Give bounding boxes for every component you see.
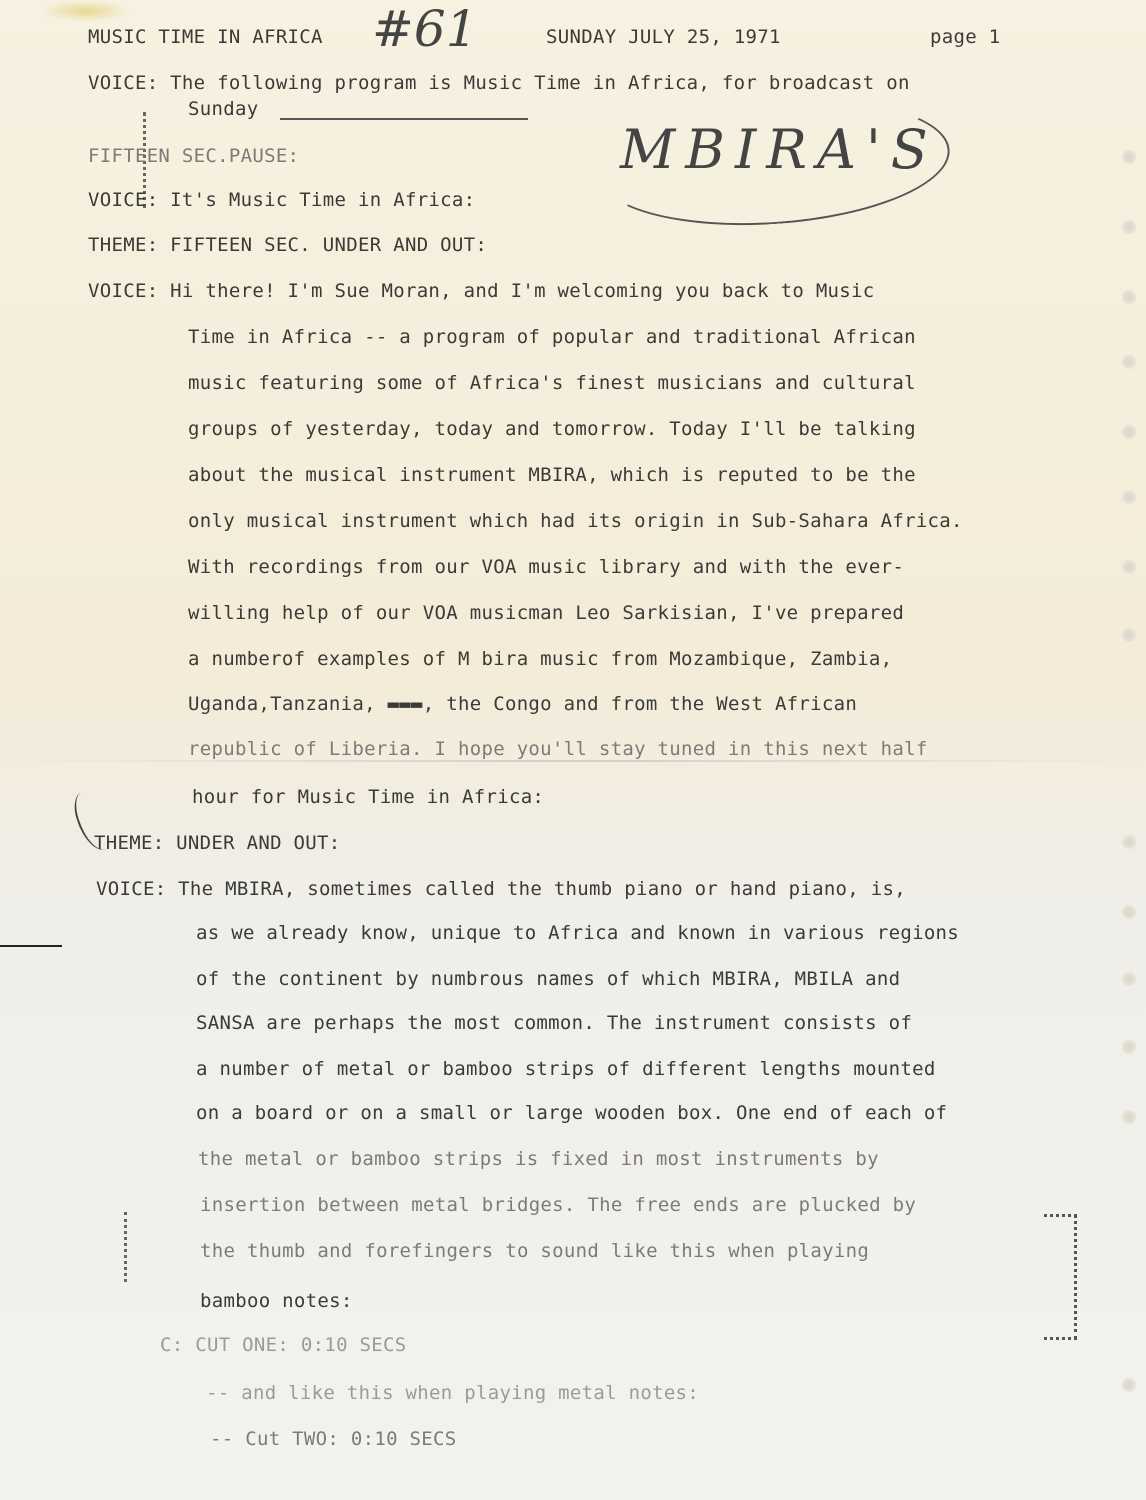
script-line: the metal or bamboo strips is fixed in most instruments by [198, 1148, 879, 1170]
script-line: as we already know, unique to Africa and known in various regions [196, 922, 960, 944]
punch-hole [1122, 1040, 1136, 1054]
script-line: only musical instrument which had its origin in Sub-Sahara Africa. [188, 510, 963, 532]
punch-hole [1122, 972, 1136, 986]
script-line: of the continent by numbrous names of which MBIRA, MBILA and [196, 968, 901, 990]
dotted-bracket [1044, 1214, 1077, 1340]
punch-hole [1122, 220, 1136, 234]
dotted-margin-line [124, 1212, 129, 1282]
header-page: page 1 [930, 26, 1001, 48]
script-line: VOICE: It's Music Time in Africa: [88, 189, 476, 211]
script-line: bamboo notes: [200, 1290, 353, 1312]
coffee-stain [40, 0, 130, 22]
script-line: FIFTEEN SEC.PAUSE: [88, 145, 300, 167]
script-line: republic of Liberia. I hope you'll stay tuned in this next half [188, 738, 928, 760]
script-line: hour for Music Time in Africa: [192, 786, 545, 808]
punch-hole [1122, 1110, 1136, 1124]
script-line: With recordings from our VOA music library and with the ever- [188, 556, 905, 578]
script-line: music featuring some of Africa's finest musicians and cultural [188, 372, 916, 394]
punch-hole [1122, 425, 1136, 439]
script-line: Time in Africa -- a program of popular and traditional African [188, 326, 916, 348]
script-line: groups of yesterday, today and tomorrow. Today I'll be talking [188, 418, 916, 440]
script-line: willing help of our VOA musicman Leo Sarkisian, I've prepared [188, 602, 905, 624]
punch-hole [1122, 355, 1136, 369]
script-line: -- Cut TWO: 0:10 SECS [210, 1428, 457, 1450]
punch-hole [1122, 150, 1136, 164]
script-line: on a board or on a small or large wooden box. One end of each of [196, 1102, 948, 1124]
header-date: SUNDAY JULY 25, 1971 [546, 26, 781, 48]
script-line: SANSA are perhaps the most common. The instrument consists of [196, 1012, 913, 1034]
script-line: VOICE: Hi there! I'm Sue Moran, and I'm welcoming you back to Music [88, 280, 875, 302]
paper-fold [0, 760, 1146, 762]
margin-rule [0, 945, 62, 947]
header-program: MUSIC TIME IN AFRICA [88, 26, 323, 48]
script-line: insertion between metal bridges. The free ends are plucked by [200, 1194, 917, 1216]
punch-hole [1122, 490, 1136, 504]
handwritten-annotation: MBIRA'S [620, 118, 938, 181]
script-line: Uganda,Tanzania, ▬▬▬, the Congo and from the West African [188, 693, 858, 715]
script-line: Sunday [188, 98, 259, 120]
script-line: a number of metal or bamboo strips of different lengths mounted [196, 1058, 936, 1080]
script-line: the thumb and forefingers to sound like this when playing [200, 1240, 870, 1262]
punch-hole [1122, 1378, 1136, 1392]
script-line: VOICE: The MBIRA, sometimes called the thumb piano or hand piano, is, [96, 878, 906, 900]
punch-hole [1122, 560, 1136, 574]
script-line: C: CUT ONE: 0:10 SECS [160, 1334, 407, 1356]
script-line: -- and like this when playing metal notes: [206, 1382, 700, 1404]
handwritten-number: #61 [372, 0, 478, 58]
script-line: THEME: UNDER AND OUT: [94, 832, 341, 854]
punch-hole [1122, 905, 1136, 919]
punch-hole [1122, 290, 1136, 304]
script-line: about the musical instrument MBIRA, which is reputed to be the [188, 464, 916, 486]
punch-hole [1122, 835, 1136, 849]
script-line: VOICE: The following program is Music Time in Africa, for broadcast on [88, 72, 910, 94]
script-line: THEME: FIFTEEN SEC. UNDER AND OUT: [88, 234, 488, 256]
broadcast-date-blank [280, 118, 528, 120]
script-line: a numberof examples of M bira music from Mozambique, Zambia, [188, 648, 893, 670]
punch-hole [1122, 628, 1136, 642]
